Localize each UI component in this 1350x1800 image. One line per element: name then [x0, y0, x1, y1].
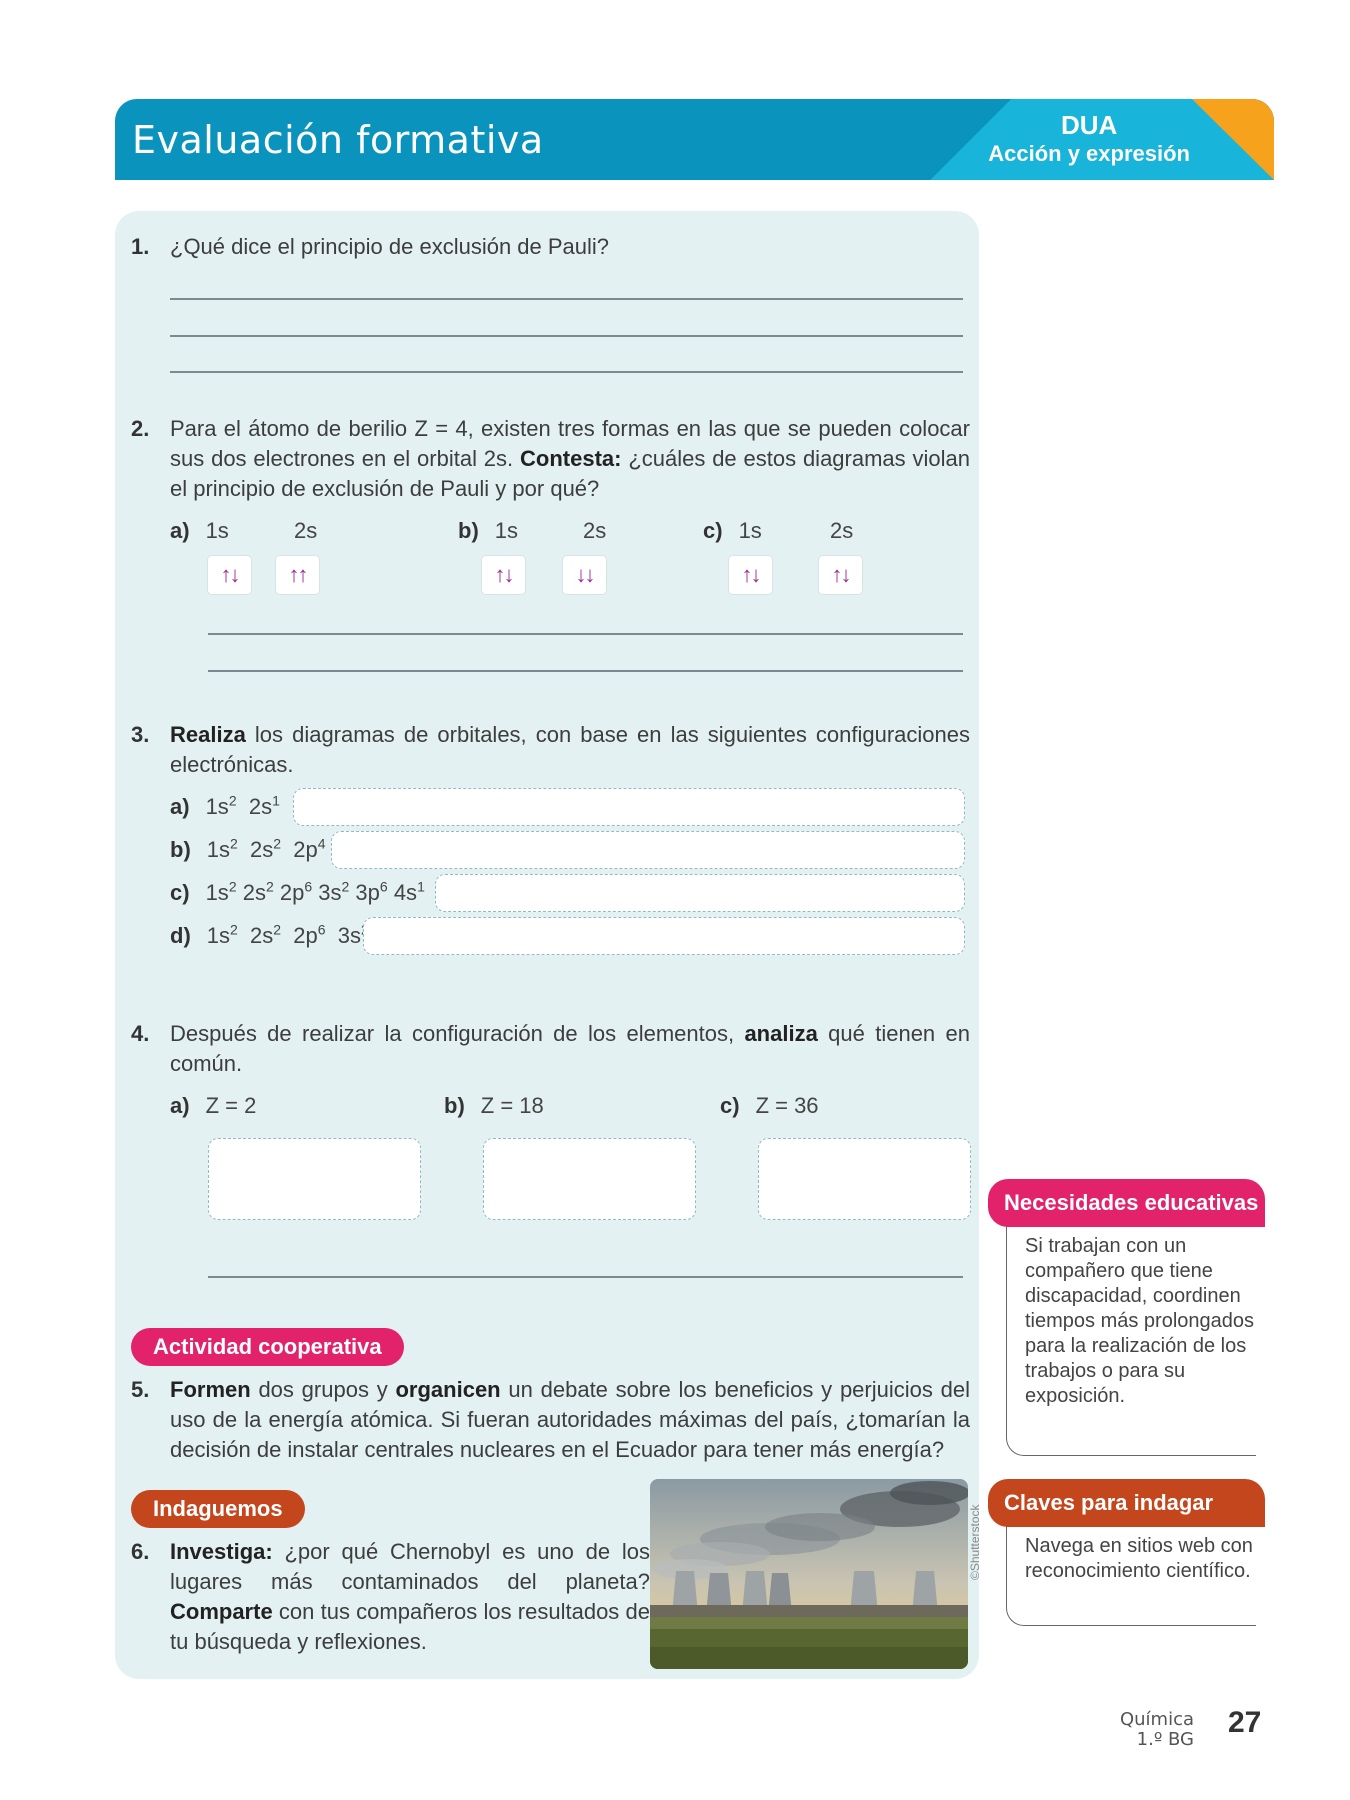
answer-box[interactable]	[363, 917, 965, 955]
orbital-name: 1s	[494, 518, 519, 543]
orbital-box: ↑↓	[819, 556, 862, 594]
orbital-box: ↓↓	[563, 556, 606, 594]
answer-line[interactable]	[208, 1276, 963, 1278]
dua-subtitle: Acción y expresión	[988, 141, 1190, 166]
option-label: c)	[170, 880, 190, 905]
text-run: Después de realizar la configuración de los elementos,	[170, 1021, 745, 1046]
answer-box[interactable]	[483, 1138, 696, 1220]
grade-name: 1.º BG	[1136, 1729, 1194, 1750]
question-text	[170, 1375, 970, 1465]
answer-box[interactable]	[293, 788, 965, 826]
question-text	[170, 720, 970, 780]
research-keys-text: Navega en sitios web con reconocimiento científico.	[1025, 1535, 1253, 1582]
question-text	[170, 1019, 970, 1079]
orbital-name: 2s	[830, 518, 854, 543]
option-label: a)	[170, 518, 190, 543]
option-label: a)	[170, 794, 190, 819]
nuclear-plant-photo	[650, 1479, 968, 1669]
answer-line[interactable]	[208, 633, 963, 635]
text-run: un debate sobre los beneficios y perjuicios del uso de la energía atómica. Si fueran autoridades máximas del país, ¿tomarían la decisión de instalar centrales nucleares en el Ecuador para tener más energía?	[170, 1377, 971, 1462]
option-label: c)	[720, 1093, 740, 1118]
orbital-name: 1s	[738, 518, 762, 543]
research-keys-box	[1006, 1520, 1256, 1626]
answer-box[interactable]	[331, 831, 965, 869]
bold-run: Comparte	[170, 1599, 273, 1624]
needs-box	[1006, 1220, 1256, 1456]
option-2a	[170, 516, 229, 546]
answer-box[interactable]	[208, 1138, 421, 1220]
answer-line[interactable]	[170, 335, 963, 337]
question-number: 3.	[131, 722, 150, 747]
text-run: los diagramas de orbitales, con base en las siguientes configuraciones electrónicas.	[170, 722, 970, 777]
section-header	[115, 99, 1274, 180]
needs-title: Necesidades educativas	[988, 1179, 1265, 1227]
option-4b	[444, 1091, 544, 1121]
answer-line[interactable]	[170, 371, 963, 373]
orbital-name: 2s	[294, 518, 318, 543]
option-value: Z = 2	[205, 1093, 257, 1118]
bold-run: Investiga:	[170, 1539, 273, 1564]
question-number: 6.	[131, 1539, 150, 1564]
dua-label	[988, 111, 1190, 169]
research-keys-title: Claves para indagar	[988, 1479, 1265, 1527]
option-4c	[720, 1091, 819, 1121]
answer-box[interactable]	[758, 1138, 971, 1220]
photo-credit: ©Shutterstock	[968, 1504, 982, 1580]
option-label: b)	[444, 1093, 465, 1118]
orbital-box: ↑↓	[729, 556, 772, 594]
option-2b	[458, 516, 518, 546]
activity-pill: Actividad cooperativa	[131, 1328, 404, 1366]
text-run: ¿cuáles de estos diagramas violan el principio de exclusión de Pauli y por qué?	[170, 446, 970, 501]
dua-title: DUA	[1060, 110, 1118, 140]
text-run: ¿por qué Chernobyl es uno de los lugares más contaminados del planeta?	[170, 1539, 650, 1594]
option-label: b)	[458, 518, 479, 543]
page-number: 27	[1228, 1706, 1262, 1739]
option-value: Z = 18	[480, 1093, 544, 1118]
question-number: 5.	[131, 1377, 150, 1402]
option-3a: a) $1s^2$ $2s^1$	[170, 792, 280, 819]
answer-line[interactable]	[170, 298, 963, 300]
footer-subject	[1120, 1710, 1194, 1750]
subject-name: Química	[1119, 1709, 1194, 1730]
option-label: b)	[170, 837, 191, 862]
bold-run: Realiza	[170, 722, 246, 747]
question-number: 4.	[131, 1021, 150, 1046]
orbital-box: ↑↓	[482, 556, 525, 594]
text-run: qué tienen en común.	[170, 1021, 970, 1076]
orbital-box: ↑↓	[208, 556, 251, 594]
question-text: ¿Qué dice el principio de exclusión de Pauli?	[170, 234, 610, 259]
orbital-name: 2s	[583, 518, 607, 543]
text-run: con tus compañeros los resultados de tu búsqueda y reflexiones.	[170, 1599, 650, 1654]
bold-run: Formen	[170, 1377, 251, 1402]
needs-text: Si trabajan con un compañero que tiene discapacidad, coordinen tiempos más prolongados para la realización de los trabajos o para su exposición.	[1025, 1235, 1255, 1407]
question-number: 2.	[131, 416, 150, 441]
question-text	[170, 414, 970, 504]
cooling-towers-image	[650, 1479, 968, 1669]
bold-run: analiza	[744, 1021, 818, 1046]
inquiry-pill: Indaguemos	[131, 1490, 305, 1528]
orbital-name: 1s	[205, 518, 229, 543]
answer-line[interactable]	[208, 670, 963, 672]
option-label: d)	[170, 923, 191, 948]
option-value: Z = 36	[755, 1093, 819, 1118]
question-number: 1.	[131, 234, 150, 259]
text-run: Para el átomo de berilio Z = 4, existen tres formas en las que se pueden colocar sus dos electrones en el orbital 2s.	[170, 416, 970, 471]
option-3c: c) $1s^2$ $2s^2$ $2p^6$ $3s^2$ $3p^6$ $4s^1$	[170, 878, 425, 905]
option-4a	[170, 1091, 256, 1121]
option-3b: b) $1s^2$ $2s^2$ $2p^4$	[170, 835, 326, 862]
page-title: Evaluación formativa	[132, 118, 544, 162]
orbital-box: ↑↑	[276, 556, 319, 594]
bold-run: Contesta:	[520, 446, 622, 471]
option-label: a)	[170, 1093, 190, 1118]
option-2c	[703, 516, 762, 546]
bold-run: organicen	[395, 1377, 501, 1402]
option-label: c)	[703, 518, 723, 543]
answer-box[interactable]	[435, 874, 965, 912]
text-run: dos grupos y	[250, 1377, 396, 1402]
option-3d: d) $1s^2$ $2s^2$ $2p^6$ 3s	[170, 921, 362, 948]
question-text	[170, 1537, 650, 1657]
